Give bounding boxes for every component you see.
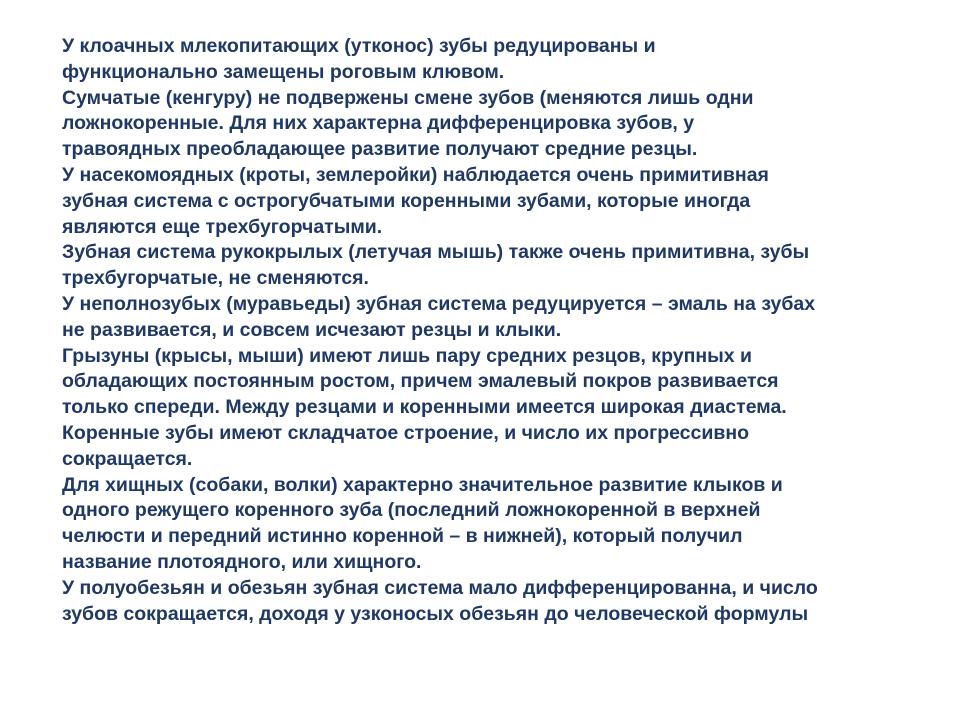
text-line: трехбугорчатые, не сменяются. xyxy=(62,267,369,290)
text-line: название плотоядного, или хищного. xyxy=(62,550,422,573)
text-line: У полуобезьян и обезьян зубная система мало дифференцированна, и число xyxy=(62,576,818,599)
text-line: Грызуны (крысы, мыши) имеют лишь пару средних резцов, крупных и xyxy=(62,344,753,367)
paragraph-rodents xyxy=(62,344,924,473)
text-line: обладающих постоянным ростом, причем эмалевый покров развивается xyxy=(62,370,779,393)
text-line: челюсти и передний истинно коренной – в нижней), который получил xyxy=(62,525,743,548)
text-line: Зубная система рукокрылых (летучая мышь) также очень примитивна, зубы xyxy=(62,241,810,264)
text-line: Коренные зубы имеют складчатое строение, и число их прогрессивно xyxy=(62,421,750,444)
text-line: не развивается, и совсем исчезают резцы и клыки. xyxy=(62,318,562,341)
paragraph-carnivores xyxy=(62,473,924,576)
paragraph-monotremes xyxy=(62,34,924,86)
body-text xyxy=(62,34,924,627)
text-line: зубная система с острогубчатыми коренными зубами, которые иногда xyxy=(62,189,751,212)
text-line: только спереди. Между резцами и коренными имеется широкая диастема. xyxy=(62,396,787,419)
text-line: У клоачных млекопитающих (утконос) зубы редуцированы и xyxy=(62,35,656,57)
text-line: У неполнозубых (муравьеды) зубная система редуцируется – эмаль на зубах xyxy=(62,292,816,315)
text-line: травоядных преобладающее развитие получают средние резцы. xyxy=(62,138,698,161)
text-line: Для хищных (собаки, волки) характерно значительное развитие клыков и xyxy=(62,473,783,496)
paragraph-primates xyxy=(62,576,924,628)
text-line: У насекомоядных (кроты, землеройки) наблюдается очень примитивная xyxy=(62,163,769,186)
text-line: ложнокоренные. Для них характерна дифференцировка зубов, у xyxy=(62,112,695,135)
text-line: сокращается. xyxy=(62,447,193,470)
text-line: функционально замещены роговым клювом. xyxy=(62,60,505,83)
paragraph-bats xyxy=(62,240,924,292)
text-line: являются еще трехбугорчатыми. xyxy=(62,215,383,238)
paragraph-marsupials xyxy=(62,86,924,163)
text-line: зубов сокращается, доходя у узконосых обезьян до человеческой формулы xyxy=(62,602,809,625)
text-line: Сумчатые (кенгуру) не подвержены смене зубов (меняются лишь одни xyxy=(62,86,754,109)
text-line: одного режущего коренного зуба (последний ложнокоренной в верхней xyxy=(62,499,761,522)
paragraph-insectivores xyxy=(62,163,924,240)
paragraph-edentates xyxy=(62,292,924,344)
